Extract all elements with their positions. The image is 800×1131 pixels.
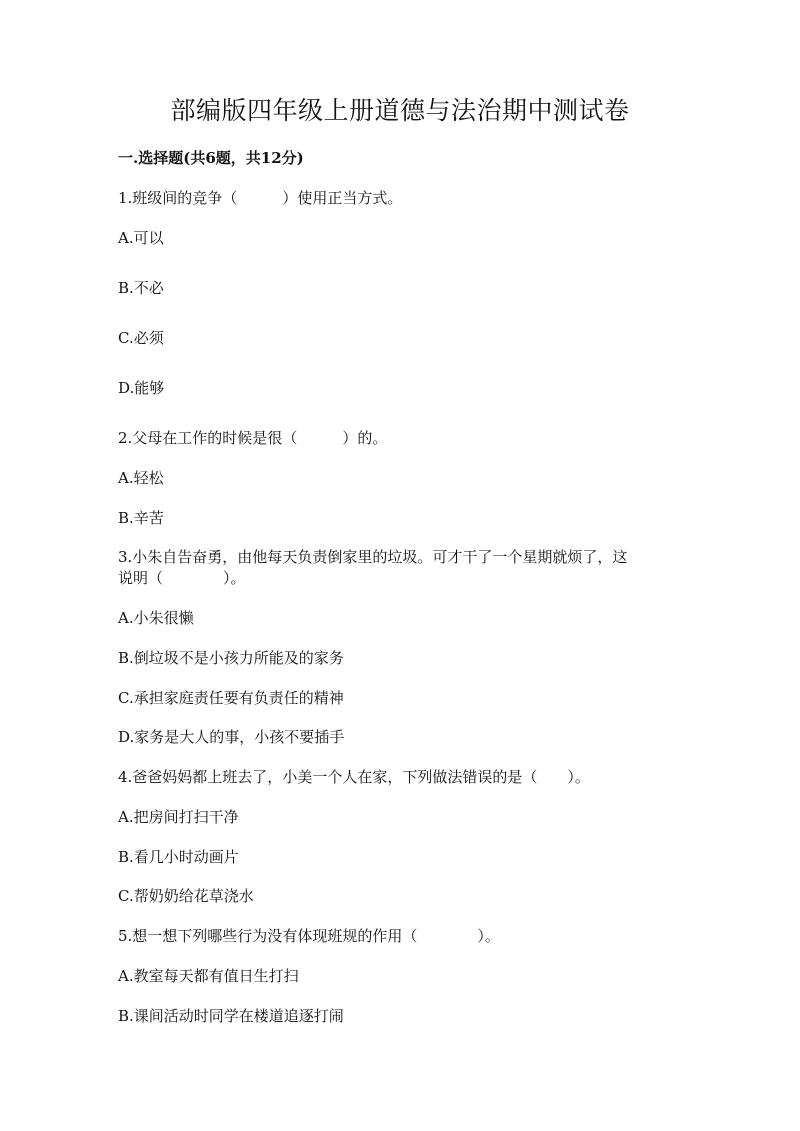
question-2-option-b: B.辛苦 — [118, 509, 164, 527]
question-3-option-d: D.家务是大人的事，小孩不要插手 — [118, 728, 345, 746]
question-1-option-d: D.能够 — [118, 379, 165, 397]
section-heading: 一.选择题(共6题，共12分) — [118, 149, 304, 167]
question-4-option-c: C.帮奶奶给花草浇水 — [118, 887, 254, 905]
question-5-stem: 5.想一想下列哪些行为没有体现班规的作用（ ）。 — [118, 927, 500, 945]
question-3-stem-line2: 说明（ ）。 — [118, 569, 246, 587]
question-3-option-b: B.倒垃圾不是小孩力所能及的家务 — [118, 649, 344, 667]
question-5-option-b: B.课间活动时同学在楼道追逐打闹 — [118, 1007, 344, 1025]
question-1-option-c: C.必须 — [118, 329, 164, 347]
question-3-stem-line1: 3.小朱自告奋勇，由他每天负责倒家里的垃圾。可才干了一个星期就烦了，这 — [118, 548, 628, 566]
question-5-option-a: A.教室每天都有值日生打扫 — [118, 967, 299, 985]
question-2-stem: 2.父母在工作的时候是很（ ）的。 — [118, 429, 388, 447]
question-3-option-c: C.承担家庭责任要有负责任的精神 — [118, 689, 344, 707]
question-1-stem: 1.班级间的竞争（ ）使用正当方式。 — [118, 189, 403, 207]
question-4-stem: 4.爸爸妈妈都上班去了，小美一个人在家，下列做法错误的是（ ）。 — [118, 768, 590, 786]
question-3-option-a: A.小朱很懒 — [118, 609, 194, 627]
page-title: 部编版四年级上册道德与法治期中测试卷 — [170, 96, 630, 125]
question-4-option-b: B.看几小时动画片 — [118, 848, 239, 866]
question-1-option-a: A.可以 — [118, 229, 164, 247]
question-1-option-b: B.不必 — [118, 279, 164, 297]
question-2-option-a: A.轻松 — [118, 469, 164, 487]
question-4-option-a: A.把房间打扫干净 — [118, 808, 239, 826]
